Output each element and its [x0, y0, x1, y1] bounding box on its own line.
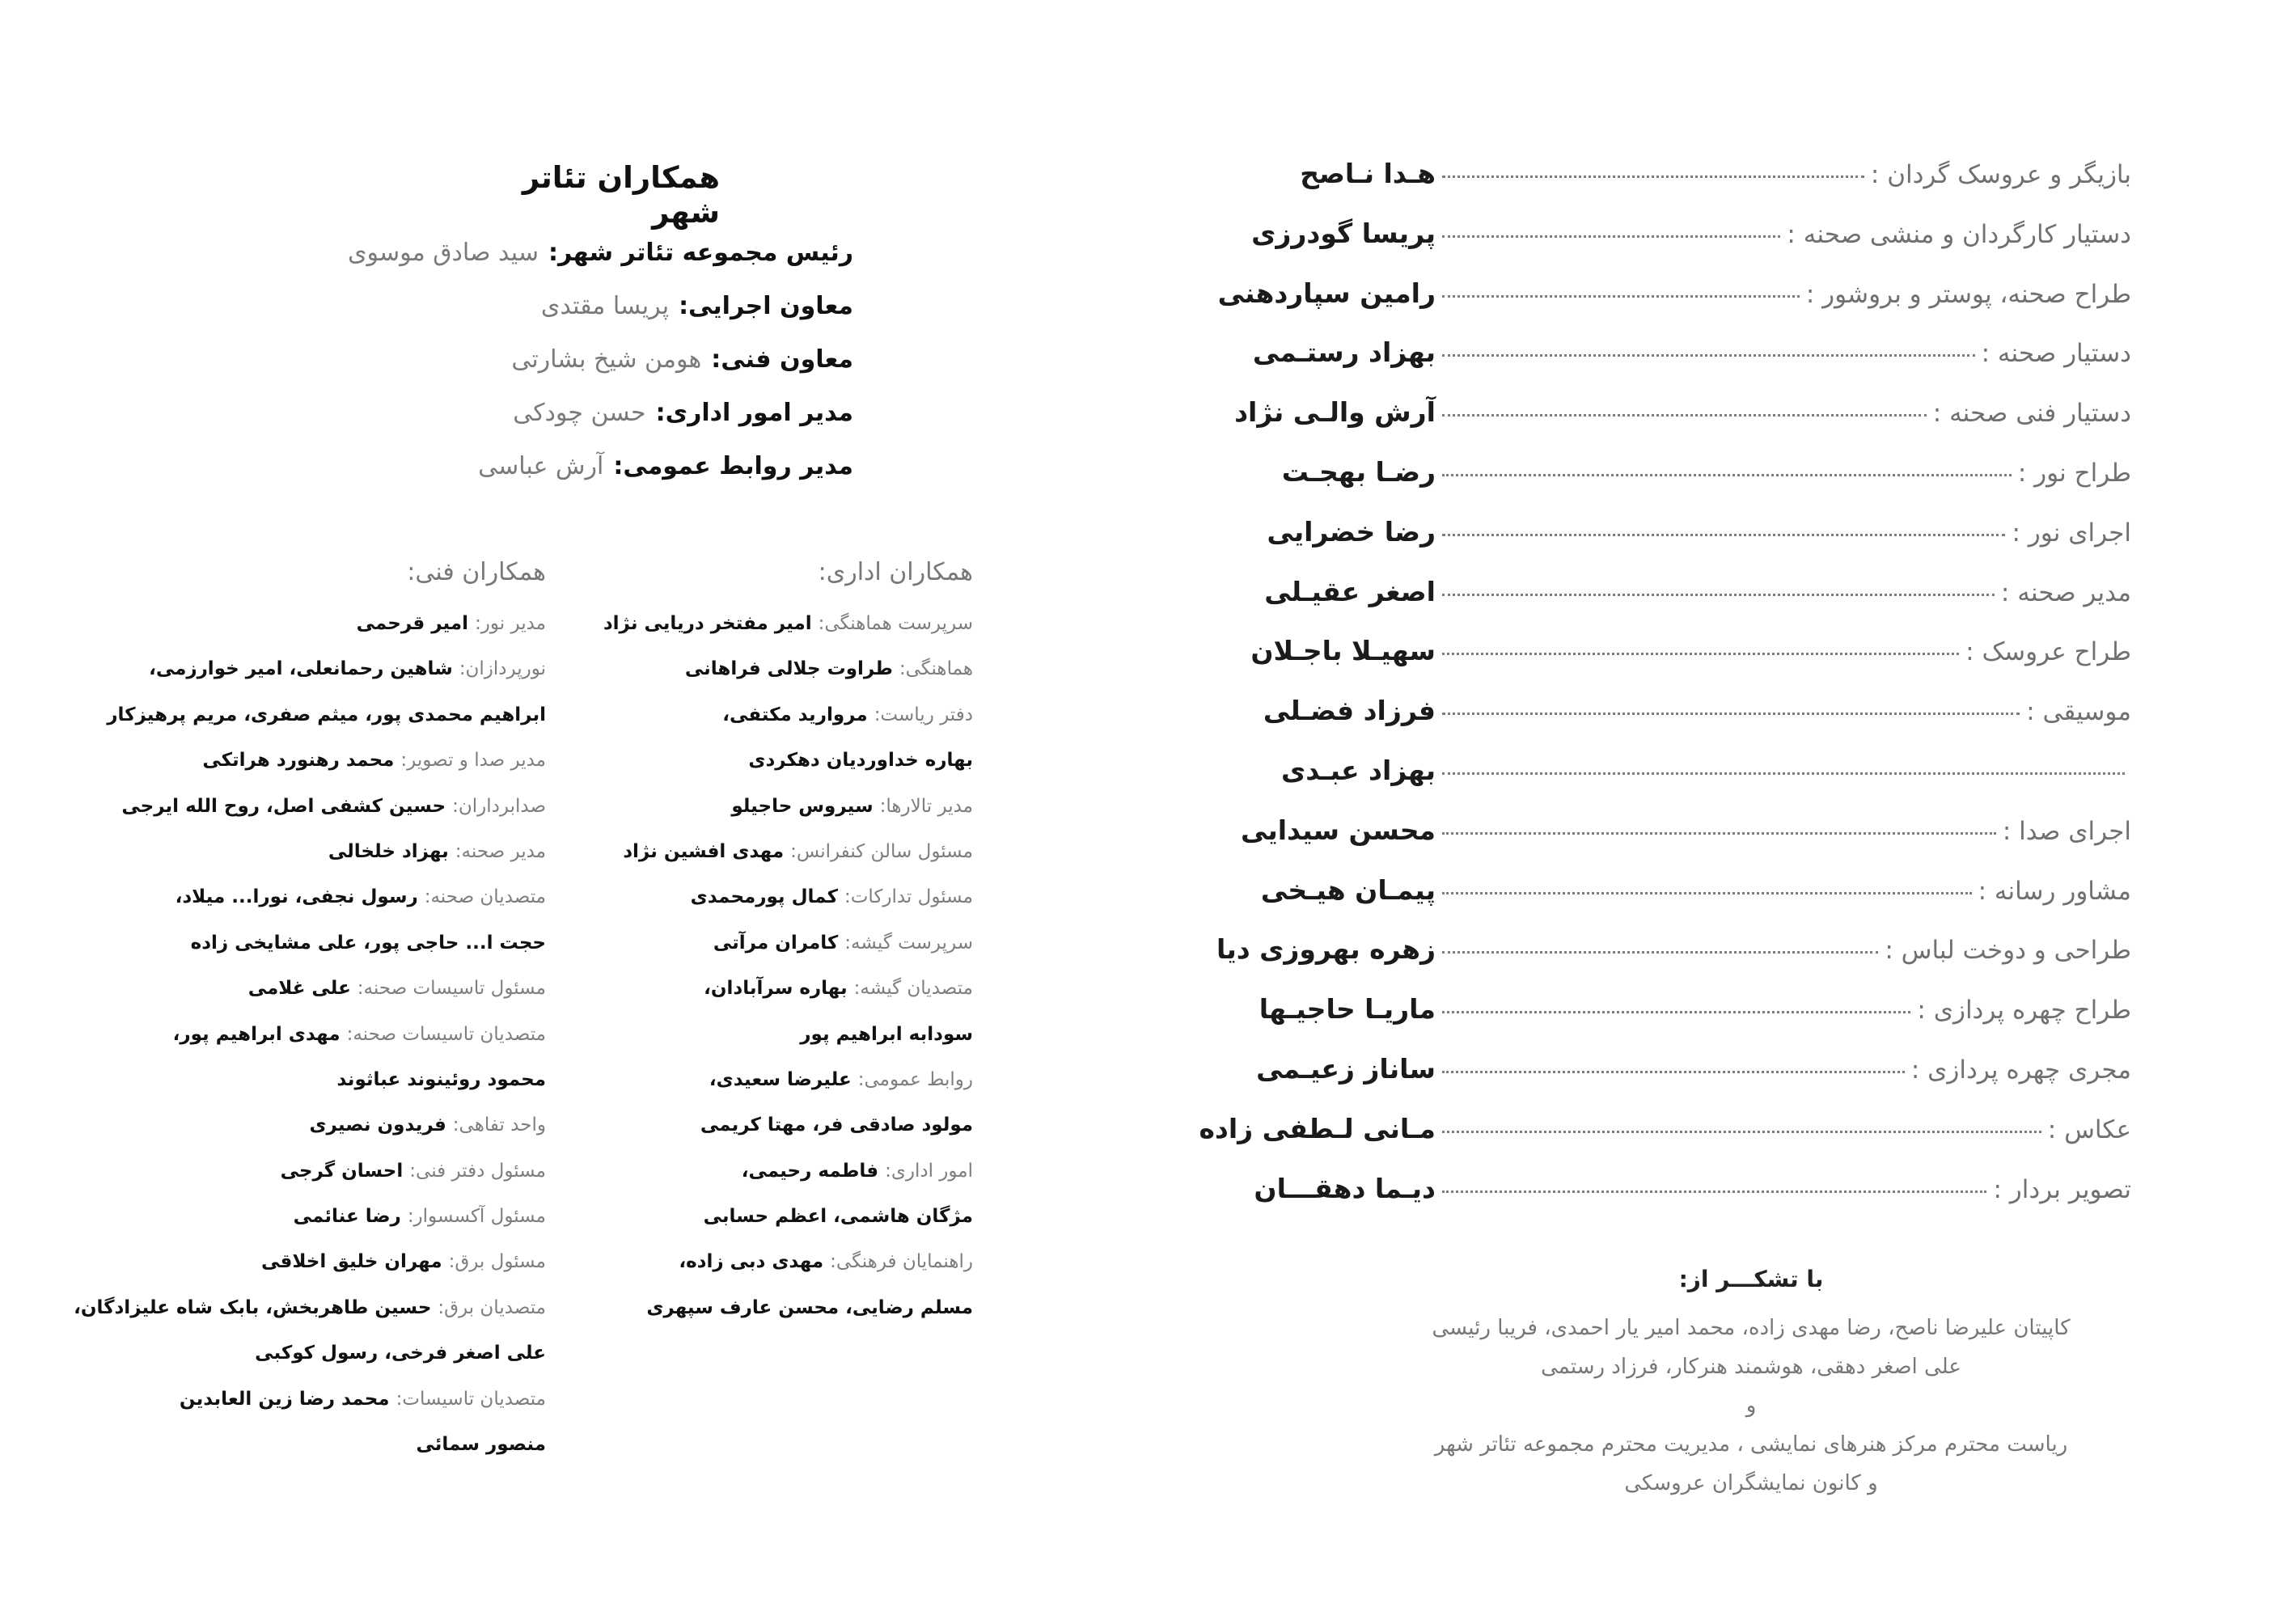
staff-name: مهران خلیق اخلاقی: [261, 1251, 442, 1273]
staff-role: صدابرداران:: [452, 795, 546, 817]
dotted-leader: [1442, 1131, 2041, 1133]
credit-row: [1161, 218, 2131, 277]
credit-row: [1161, 1053, 2131, 1113]
credit-role: دستیار فنی صحنه :: [1932, 399, 2131, 429]
credit-name: ماریـا حاجیـها: [1259, 993, 1436, 1026]
credit-role: اجرای نور :: [2012, 518, 2131, 548]
technical-staff-heading: همکاران فنی:: [407, 558, 546, 586]
director-role: مدیر امور اداری:: [655, 399, 853, 427]
credit-role: طراح عروسک :: [1965, 637, 2131, 667]
credit-row: [1161, 456, 2131, 516]
staff-row: [488, 978, 973, 1023]
staff-row: [93, 1434, 546, 1479]
credit-name: محسن سیدایی: [1240, 814, 1436, 846]
staff-row: [488, 658, 973, 704]
credit-name: هـدا نـاصح: [1300, 158, 1436, 189]
credit-row: [1161, 755, 2131, 814]
staff-role: راهنمایان فرهنگی:: [830, 1251, 973, 1273]
staff-role: متصدیان برق:: [438, 1296, 546, 1318]
credit-role: اجرای صدا :: [2002, 816, 2131, 846]
credit-role: مجری چهره پردازی :: [1910, 1055, 2131, 1085]
dotted-leader: [1442, 832, 1996, 835]
credit-row: [1161, 814, 2131, 874]
staff-name: مهدی دبی زاده،: [679, 1251, 824, 1273]
technical-staff-list: [74, 613, 546, 1479]
dotted-leader: [1442, 1071, 1905, 1073]
staff-name: سیروس حاجیلو: [731, 795, 874, 817]
staff-name: طراوت جلالی فراهانی: [684, 658, 893, 680]
credit-name: زهره بهروزی دیا: [1216, 933, 1436, 966]
dotted-leader: [1442, 892, 1972, 894]
staff-row: [93, 886, 546, 932]
staff-name: منصور سمائی: [416, 1434, 546, 1456]
staff-name: محمد رضا زین العابدین: [179, 1388, 390, 1410]
staff-name: مژگان هاشمی، اعظم حسابی: [703, 1206, 973, 1228]
dotted-leader: [1442, 176, 1864, 178]
credits-list: [1161, 158, 2131, 1232]
director-row: [206, 452, 853, 505]
dotted-leader: [1442, 1191, 1986, 1193]
acknowledgements-line: علی اصغر دهقی، هوشمند هنرکار، فرزاد رستمی: [1541, 1355, 1961, 1379]
staff-row: [74, 1296, 546, 1343]
credit-name: رضا خضرایی: [1267, 515, 1436, 548]
credit-row: [1161, 277, 2131, 337]
credit-row: [1161, 1113, 2131, 1173]
credit-name: بهزاد رستـمی: [1252, 336, 1436, 369]
dotted-leader: [1442, 951, 1878, 954]
credit-role: طراح چهره پردازی :: [1917, 996, 2131, 1026]
credit-role: طراح نور :: [2017, 458, 2131, 488]
staff-role: مدیر صحنه:: [455, 840, 546, 862]
director-row: [206, 292, 853, 345]
credit-name: ساناز زعیـمی: [1256, 1052, 1436, 1085]
staff-name: مسلم رضایی، محسن عارف سپهری: [646, 1296, 973, 1318]
dotted-leader: [1442, 713, 2020, 715]
staff-name: احسان گرجی: [280, 1160, 404, 1182]
staff-row: [93, 750, 546, 795]
director-row: [206, 345, 853, 399]
staff-name: بهاره سرآبادان،: [704, 978, 848, 1000]
director-role: معاون فنی:: [711, 345, 853, 374]
acknowledgements: [1367, 1266, 2135, 1503]
staff-role: متصدیان گیشه:: [853, 978, 973, 1000]
credit-name: مـانی لـطفی زاده: [1199, 1112, 1436, 1144]
staff-row: [488, 796, 973, 841]
acknowledgements-line: و: [1745, 1394, 1757, 1418]
credit-name: رضـا بهجـت: [1281, 455, 1436, 488]
credit-role: تصویر بردار :: [1993, 1174, 2131, 1204]
credit-role: طراح صحنه، پوستر و بروشور :: [1805, 279, 2131, 309]
staff-name: بهاره خداوردیان دهکردی: [748, 750, 973, 772]
staff-row: [93, 1161, 546, 1206]
staff-name: فاطمه رحیمی،: [741, 1160, 879, 1182]
staff-name: مهدی ابراهیم پور،: [172, 1023, 341, 1045]
staff-name: مولود صادقی فر، مهتا کریمی: [700, 1114, 973, 1136]
credit-name: سهیـلا باجـلان: [1250, 635, 1436, 667]
credit-name: آرش والـی نژاد: [1234, 396, 1436, 429]
staff-row: [93, 1251, 546, 1296]
staff-row: [93, 1206, 546, 1251]
dotted-leader: [1442, 653, 1959, 655]
dotted-leader: [1442, 534, 2005, 536]
director-name: حسن چودکی: [513, 399, 646, 427]
staff-role: روابط عمومی:: [857, 1068, 973, 1090]
staff-row: [93, 704, 546, 750]
staff-name: محمد رهنورد هراتکی: [202, 750, 395, 772]
staff-role: مسئول آکسسوار:: [407, 1206, 546, 1228]
staff-role: مدیر تالارها:: [879, 795, 973, 817]
dotted-leader: [1442, 235, 1780, 238]
staff-role: مدیر صدا و تصویر:: [400, 750, 546, 772]
staff-row: [93, 933, 546, 978]
staff-row: [93, 1389, 546, 1434]
director-name: هومن شیخ بشارتی: [511, 345, 702, 374]
staff-name: امیر مفتخر دریایی نژاد: [603, 613, 812, 634]
staff-row: [93, 658, 546, 704]
staff-role: نورپردازان:: [459, 658, 546, 680]
staff-name: کمال پورمحمدی: [690, 886, 838, 908]
credit-row: [1161, 1173, 2131, 1233]
staff-name: ابراهیم محمدی پور، میثم صفری، مریم پرهیزکار: [107, 704, 546, 725]
dotted-leader: [1442, 1011, 1910, 1013]
credit-row: [1161, 158, 2131, 218]
directors-list: [206, 239, 853, 505]
dotted-leader: [1442, 354, 1975, 357]
credit-row: [1161, 933, 2131, 993]
director-row: [206, 399, 853, 452]
staff-name: بهزاد خلخالی: [328, 840, 449, 862]
credit-role: عکاس :: [2047, 1114, 2131, 1144]
dotted-leader: [1442, 414, 1927, 417]
staff-role: مسئول برق:: [448, 1251, 546, 1273]
staff-role: سرپرست گیشه:: [844, 932, 973, 954]
staff-row: [93, 1024, 546, 1069]
staff-role: مدیر نور:: [475, 613, 546, 634]
credit-name: فرزاد فضـلی: [1263, 695, 1436, 727]
director-role: رئیس مجموعه تئاتر شهر:: [548, 239, 853, 267]
staff-row: [488, 886, 973, 932]
credit-row: [1161, 576, 2131, 636]
staff-role: مسئول تدارکات:: [844, 886, 973, 908]
staff-title: همکاران تئاتر شهر: [522, 160, 720, 230]
credit-row: [1161, 516, 2131, 576]
staff-row: [488, 1161, 973, 1206]
credit-name: پریسا گودرزی: [1251, 217, 1436, 249]
staff-role: متصدیان تاسیسات:: [396, 1388, 546, 1410]
staff-row: [93, 796, 546, 841]
staff-name: کامران مرآتی: [713, 932, 839, 954]
credit-name: رامین سپاردهنی: [1217, 277, 1436, 309]
staff-row: [93, 1343, 546, 1388]
staff-role: مسئول دفتر فنی:: [409, 1160, 546, 1182]
dotted-leader: [1442, 295, 1800, 298]
staff-role: متصدیان تاسیسات صحنه:: [346, 1023, 546, 1045]
staff-row: [93, 978, 546, 1023]
dotted-leader: [1442, 594, 1995, 596]
staff-row: [93, 1114, 546, 1160]
director-name: آرش عباسی: [478, 452, 604, 480]
credit-role: دستیار صحنه :: [1981, 339, 2131, 369]
staff-name: رضا عنائمی: [293, 1206, 401, 1228]
director-name: پریسا مقتدی: [540, 292, 670, 320]
staff-row: [488, 613, 973, 658]
staff-name: علیرضا سعیدی،: [709, 1068, 852, 1090]
staff-name: علی اصغر فرخی، رسول کوکبی: [255, 1343, 546, 1364]
staff-row: [488, 1297, 973, 1343]
staff-name: سودابه ابراهیم پور: [800, 1023, 973, 1045]
staff-row: [488, 1069, 973, 1114]
credit-name: بهزاد عبـدی: [1280, 754, 1436, 786]
staff-role: سرپرست هماهنگی:: [818, 613, 973, 634]
staff-row: [93, 841, 546, 886]
director-role: مدیر روابط عمومی:: [613, 452, 853, 480]
credit-row: [1161, 993, 2131, 1053]
acknowledgements-line: ریاست محترم مرکز هنرهای نمایشی ، مدیریت محترم مجموعه تئاتر شهر: [1434, 1432, 2068, 1457]
staff-role: مسئول سالن کنفرانس:: [790, 840, 973, 862]
staff-row: [488, 933, 973, 978]
staff-role: امور اداری:: [885, 1160, 973, 1182]
staff-row: [488, 1251, 973, 1296]
credit-role: بازیگر و عروسک گردان :: [1870, 160, 2131, 189]
director-row: [206, 239, 853, 292]
staff-row: [93, 1069, 546, 1114]
staff-role: واحد تفاهی:: [452, 1114, 546, 1136]
credit-role: موسیقی :: [2026, 697, 2131, 727]
admin-staff-list: [488, 613, 973, 1343]
staff-name: علی غلامی: [247, 978, 351, 1000]
admin-staff-heading: همکاران اداری:: [818, 558, 973, 586]
credit-row: [1161, 695, 2131, 755]
staff-role: دفتر ریاست:: [874, 704, 973, 725]
dotted-leader: [1442, 772, 2125, 775]
dotted-leader: [1442, 474, 2012, 476]
staff-name: حجت ا... حاجی پور، علی مشایخی زاده: [190, 932, 546, 954]
staff-row: [488, 1114, 973, 1160]
staff-row: [488, 1206, 973, 1251]
staff-row: [488, 750, 973, 795]
staff-row: [488, 841, 973, 886]
acknowledgements-line: کاپیتان علیرضا ناصح، رضا مهدی زاده، محمد امیر یار احمدی، فریبا رئیسی: [1432, 1316, 2071, 1340]
acknowledgements-line: و کانون نمایشگران عروسکی: [1624, 1471, 1878, 1495]
staff-name: فریدون نصیری: [309, 1114, 446, 1136]
credit-row: [1161, 635, 2131, 695]
staff-name: امیر قرحمی: [356, 613, 469, 634]
credit-row: [1161, 874, 2131, 934]
staff-name: رسول نجفی، نورا... میلاد،: [175, 886, 418, 908]
credit-name: اصغر عقیـلی: [1264, 575, 1436, 607]
credit-role: طراحی و دوخت لباس :: [1885, 936, 2131, 966]
staff-role: هماهنگی:: [899, 658, 973, 680]
credit-name: دیـما دهقـــان: [1254, 1172, 1436, 1204]
director-name: سید صادق موسوی: [348, 239, 539, 267]
staff-row: [488, 704, 973, 750]
staff-name: حسین طاهربخش، بابک شاه علیزادگان،: [74, 1296, 432, 1318]
staff-role: متصدیان صحنه:: [424, 886, 546, 908]
staff-name: مروارید مکتفی،: [722, 704, 868, 725]
staff-name: شاهین رحمانعلی، امیر خوارزمی،: [149, 658, 453, 680]
credit-row: [1161, 336, 2131, 396]
staff-name: مهدی افشین نژاد: [623, 840, 785, 862]
staff-row: [93, 613, 546, 658]
staff-row: [488, 1024, 973, 1069]
credit-role: مدیر صحنه :: [2000, 577, 2131, 607]
acknowledgements-title: با تشکـــر از:: [1678, 1266, 1824, 1292]
staff-role: مسئول تاسیسات صحنه:: [357, 978, 546, 1000]
credit-name: پیمـان هیـخی: [1260, 873, 1436, 906]
staff-name: حسین کشفی اصل، روح الله ایرجی: [121, 795, 446, 817]
credit-row: [1161, 396, 2131, 456]
credit-role: مشاور رسانه :: [1978, 876, 2131, 906]
staff-name: محمود روئینوند عباثوند: [336, 1068, 546, 1090]
director-role: معاون اجرایی:: [679, 292, 853, 320]
credit-role: دستیار کارگردان و منشی صحنه :: [1787, 219, 2131, 249]
